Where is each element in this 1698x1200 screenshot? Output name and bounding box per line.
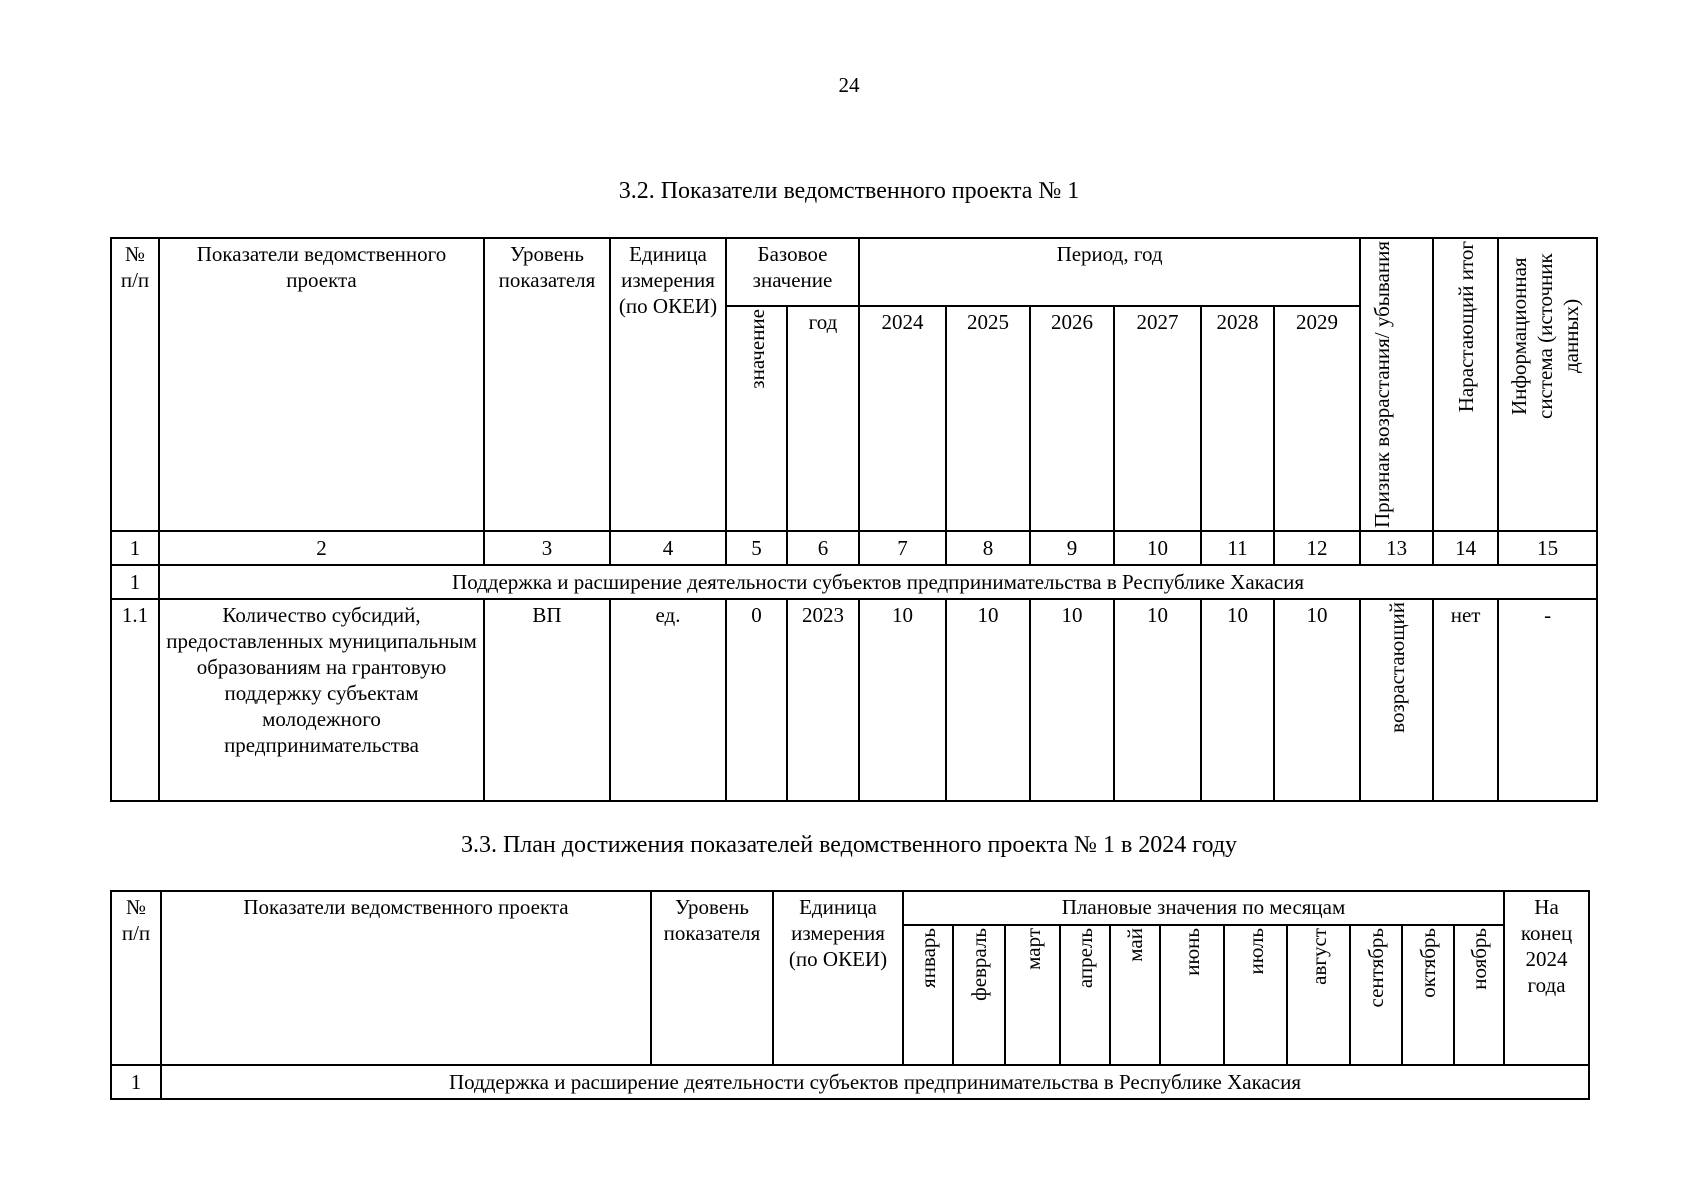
header-info-system-label: Информационная система (источник данных)	[1506, 253, 1583, 419]
month-label: июнь	[1180, 928, 1204, 976]
plan-header-level: Уровень показателя	[651, 891, 773, 1065]
column-number-row	[111, 531, 1597, 565]
plan-group-num: 1	[111, 1065, 161, 1099]
header-year-2027: 2027	[1114, 306, 1201, 531]
column-number: 7	[859, 531, 946, 565]
month-label: май	[1123, 928, 1147, 962]
group-num: 1	[111, 565, 159, 599]
plan-header-monthly: Плановые значения по месяцам	[903, 891, 1504, 925]
plan-header-num: № п/п	[111, 891, 161, 1065]
header-base-value-label: значение	[744, 308, 769, 389]
header-year-2024: 2024	[859, 306, 946, 531]
row-cumulative: нет	[1433, 599, 1498, 801]
header-unit: Единица измерения (по ОКЕИ)	[610, 238, 726, 531]
column-number: 5	[726, 531, 787, 565]
header-num: № п/п	[111, 238, 159, 531]
column-number: 11	[1201, 531, 1274, 565]
group-title: Поддержка и расширение деятельности субъектов предпринимательства в Республике Хакасия	[159, 565, 1597, 599]
header-base-value	[726, 306, 787, 531]
header-base-year: год	[787, 306, 859, 531]
month-label: февраль	[967, 928, 991, 1001]
row-value-2027: 10	[1114, 599, 1201, 801]
section-3-3-title: 3.3. План достижения показателей ведомственного проекта № 1 в 2024 году	[460, 832, 1238, 858]
column-number: 4	[610, 531, 726, 565]
plan-header-year-end: На конец 2024 года	[1504, 891, 1589, 1065]
month-august	[1287, 925, 1350, 1065]
header-trend	[1360, 238, 1433, 531]
monthly-plan-table	[110, 890, 1590, 1100]
month-october	[1402, 925, 1454, 1065]
month-march	[1005, 925, 1060, 1065]
column-number: 14	[1433, 531, 1498, 565]
column-number: 9	[1030, 531, 1114, 565]
row-unit: ед.	[610, 599, 726, 801]
column-number: 12	[1274, 531, 1360, 565]
month-label: март	[1020, 928, 1045, 970]
month-label: сентябрь	[1364, 928, 1388, 1008]
plan-header-indicator: Показатели ведомственного проекта	[161, 891, 651, 1065]
month-label: август	[1306, 928, 1331, 985]
row-indicator: Количество субсидий, предоставленных муниципальным образованиям на грантовую поддержку субъектам молодежного предпринимательства	[159, 599, 484, 801]
header-year-2026: 2026	[1030, 306, 1114, 531]
month-april	[1060, 925, 1110, 1065]
header-cumulative-label: Нарастающий итог	[1453, 241, 1478, 413]
section-3-2-title: 3.2. Показатели ведомственного проекта № 1	[618, 178, 1080, 204]
month-june	[1160, 925, 1224, 1065]
row-base-value: 0	[726, 599, 787, 801]
header-trend-label: Признак возрастания/ убывания	[1369, 241, 1394, 529]
month-label: апрель	[1073, 928, 1097, 989]
row-value-2029: 10	[1274, 599, 1360, 801]
column-number: 1	[111, 531, 159, 565]
page-number: 24	[838, 73, 860, 97]
plan-group-title: Поддержка и расширение деятельности субъектов предпринимательства в Республике Хакасия	[161, 1065, 1589, 1099]
plan-header-unit: Единица измерения (по ОКЕИ)	[773, 891, 903, 1065]
table-row	[111, 599, 1597, 801]
month-february	[953, 925, 1005, 1065]
header-cumulative	[1433, 238, 1498, 531]
header-indicator: Показатели ведомственного проекта	[159, 238, 484, 531]
plan-group-row	[111, 1065, 1589, 1099]
row-trend	[1360, 599, 1433, 801]
header-info-system	[1498, 238, 1597, 531]
row-value-2028: 10	[1201, 599, 1274, 801]
header-year-2025: 2025	[946, 306, 1030, 531]
month-july	[1224, 925, 1287, 1065]
column-number: 10	[1114, 531, 1201, 565]
header-base: Базовое значение	[726, 238, 859, 306]
row-trend-label: возрастающий	[1384, 602, 1409, 733]
header-year-2029: 2029	[1274, 306, 1360, 531]
month-september	[1350, 925, 1402, 1065]
column-number: 13	[1360, 531, 1433, 565]
row-value-2024: 10	[859, 599, 946, 801]
column-number: 15	[1498, 531, 1597, 565]
month-label: октябрь	[1416, 928, 1440, 998]
column-number: 8	[946, 531, 1030, 565]
header-level: Уровень показателя	[484, 238, 610, 531]
column-number: 2	[159, 531, 484, 565]
column-number: 3	[484, 531, 610, 565]
row-value-2026: 10	[1030, 599, 1114, 801]
month-january	[903, 925, 953, 1065]
month-label: январь	[916, 928, 940, 988]
month-may	[1110, 925, 1160, 1065]
row-info-system: -	[1498, 599, 1597, 801]
plan-header-row-1	[111, 891, 1589, 925]
indicators-table	[110, 237, 1598, 802]
column-number: 6	[787, 531, 859, 565]
row-level: ВП	[484, 599, 610, 801]
row-num: 1.1	[111, 599, 159, 801]
header-period: Период, год	[859, 238, 1360, 306]
header-row-1	[111, 238, 1597, 306]
row-value-2025: 10	[946, 599, 1030, 801]
month-label: июль	[1243, 928, 1268, 975]
header-year-2028: 2028	[1201, 306, 1274, 531]
month-november	[1454, 925, 1504, 1065]
month-label: ноябрь	[1467, 928, 1492, 990]
row-base-year: 2023	[787, 599, 859, 801]
group-row	[111, 565, 1597, 599]
